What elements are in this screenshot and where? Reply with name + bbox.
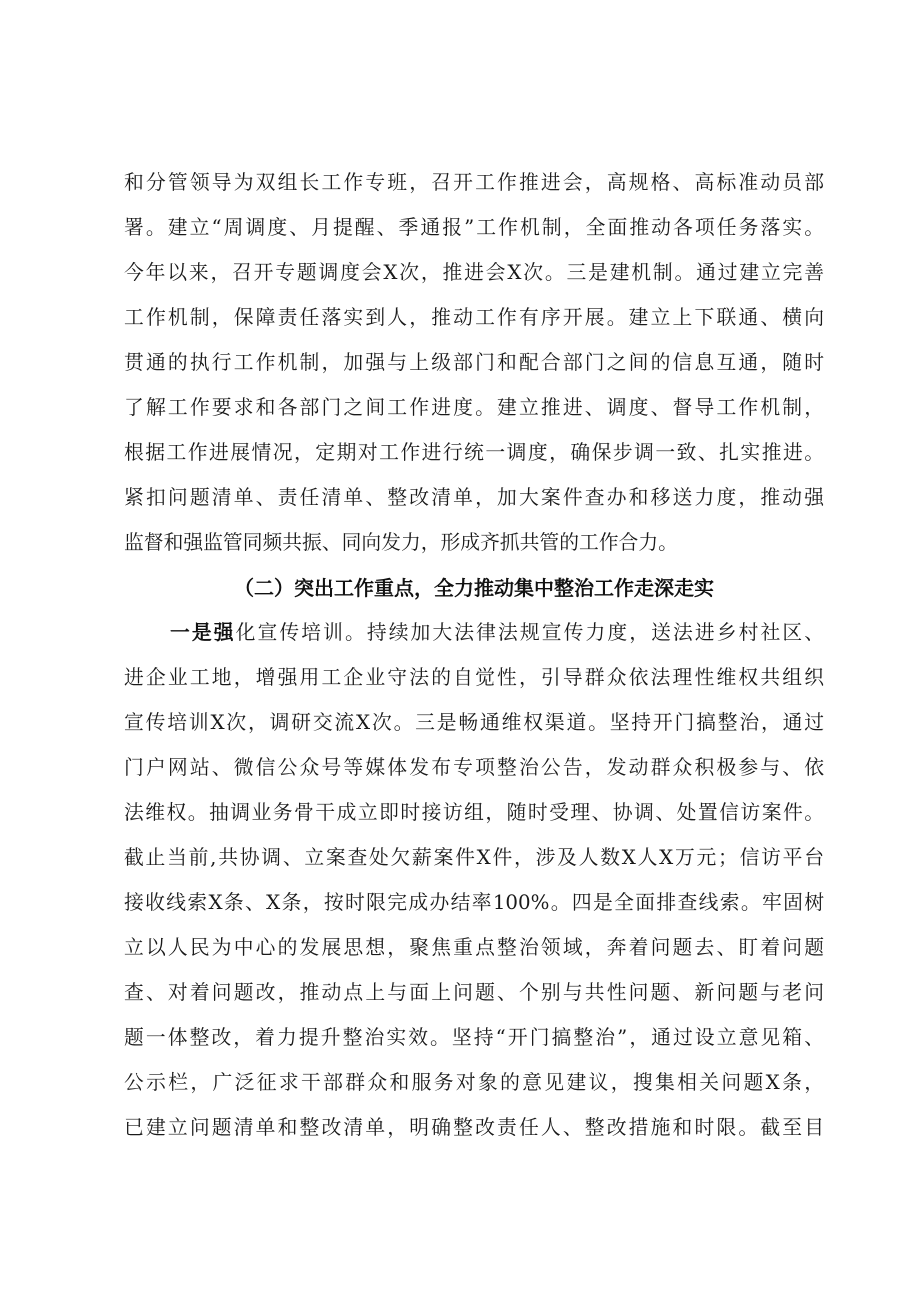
paragraph-line: 监督和强监管同频共振、同向发力，形成齐抓共管的工作合力。 (124, 531, 678, 554)
paragraph-line: 根据工作进展情况，定期对工作进行统一调度，确保步调一致、扎实推进。 (124, 441, 824, 464)
paragraph-line: 署。建立“周调度、月提醒、季通报”工作机制，全面推动各项任务落实。 (124, 216, 824, 239)
paragraph-line: 接收线索X条、X条，按时限完成办结率100%。四是全面排查线索。牢固树 (124, 891, 824, 914)
paragraph-line: 了解工作要求和各部门之间工作进度。建立推进、调度、督导工作机制， (124, 396, 824, 419)
paragraph-line: 贯通的执行工作机制，加强与上级部门和配合部门之间的信息互通，随时 (124, 351, 824, 374)
paragraph-line: 门户网站、微信公众号等媒体发布专项整治公告，发动群众积极参与、依 (124, 756, 824, 779)
paragraph-line: 截止当前,共协调、立案查处欠薪案件X件，涉及人数X人X万元；信访平台 (124, 846, 824, 869)
paragraph-line: 查、对着问题改，推动点上与面上问题、个别与共性问题、新问题与老问 (124, 981, 824, 1004)
section-heading: （二）突出工作重点，全力推动集中整治工作走深走实 (234, 576, 714, 600)
paragraph-line: 工作机制，保障责任落实到人，推动工作有序开展。建立上下联通、横向 (124, 306, 824, 329)
paragraph-first-line (170, 613, 824, 653)
paragraph-line: 题一体整改，着力提升整治实效。坚持“开门搞整治”，通过设立意见箱、 (124, 1026, 824, 1049)
paragraph-line: 和分管领导为双组长工作专班，召开工作推进会，高规格、高标准动员部 (124, 171, 824, 194)
paragraph-lead-rest: 化宣传培训。持续加大法律法规宣传力度，送法进乡村社区、 (235, 621, 824, 644)
paragraph-line: 法维权。抽调业务骨干成立即时接访组，随时受理、协调、处置信访案件。 (124, 801, 824, 824)
paragraph-line: 紧扣问题清单、责任清单、整改清单，加大案件查办和移送力度，推动强 (124, 486, 824, 509)
paragraph-line: 宣传培训X次，调研交流X次。三是畅通维权渠道。坚持开门搞整治，通过 (124, 711, 824, 734)
paragraph-line: 进企业工地，增强用工企业守法的自觉性，引导群众依法理性维权共组织 (124, 666, 824, 689)
paragraph-line: 立以人民为中心的发展思想，聚焦重点整治领域，奔着问题去、盯着问题 (124, 936, 824, 959)
paragraph-line: 已建立问题清单和整改清单，明确整改责任人、整改措施和时限。截至目 (124, 1116, 824, 1139)
paragraph-lead: 一是强 (170, 621, 236, 644)
paragraph-line: 今年以来，召开专题调度会X次，推进会X次。三是建机制。通过建立完善 (124, 261, 824, 284)
paragraph-line: 公示栏，广泛征求干部群众和服务对象的意见建议，搜集相关问题X条， (124, 1071, 824, 1094)
